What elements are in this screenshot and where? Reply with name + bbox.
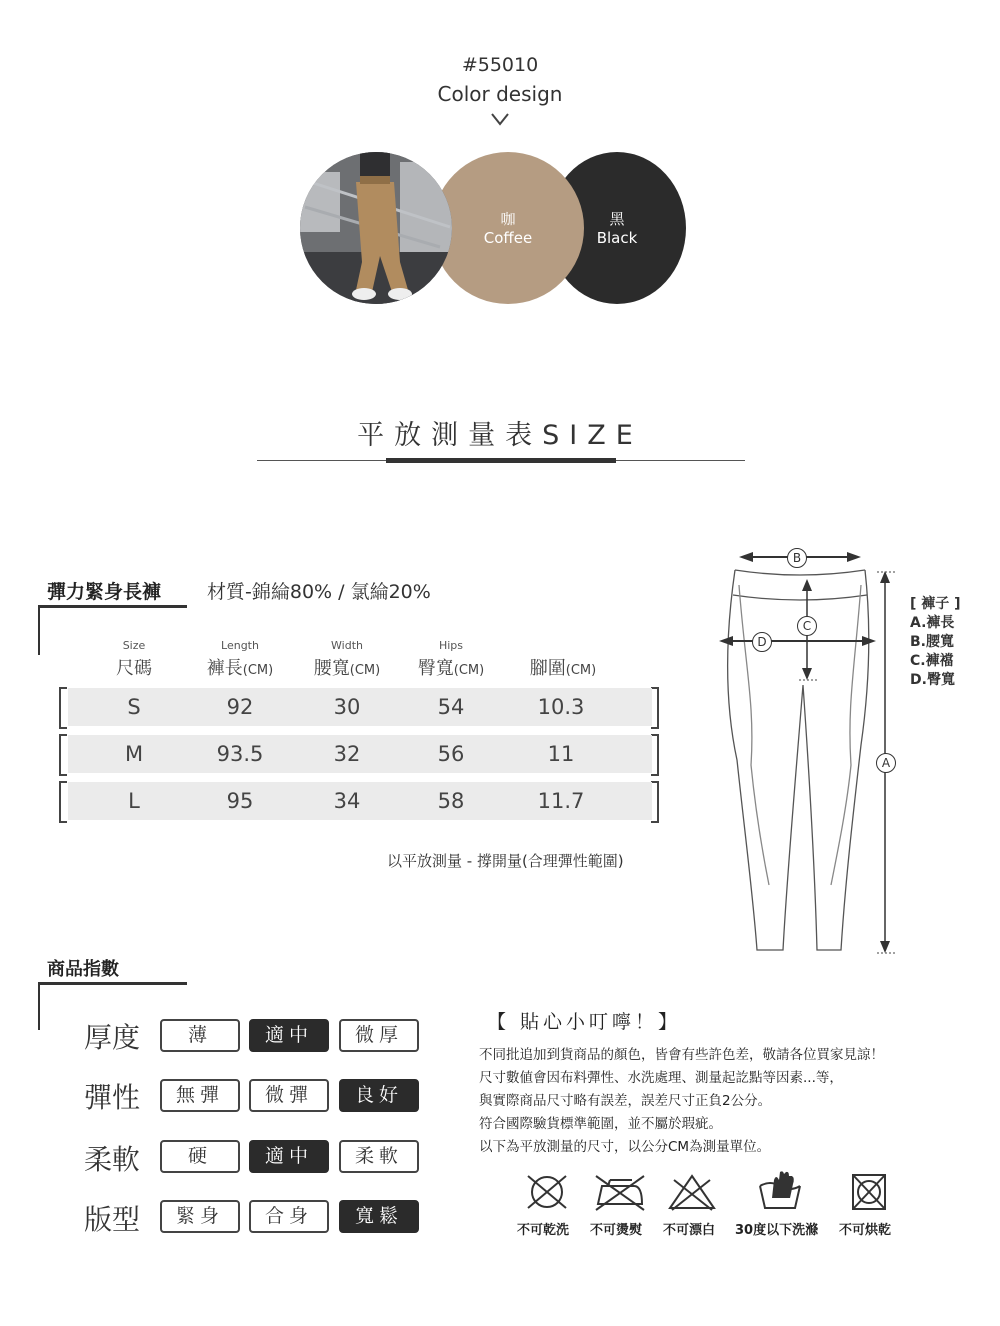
diagram-legend (910, 595, 961, 690)
measurement-note: 以平放測量 - 撐開量(合理彈性範圍) (387, 852, 624, 870)
legend-item: A.褲長 (910, 615, 955, 631)
header-zh-width (292, 654, 402, 680)
index-label-thickness: 厚度 (84, 1021, 141, 1054)
header-zh-length-text: 褲長 (206, 658, 243, 679)
legend-title: [ 褲子 ] (910, 596, 961, 612)
product-name: 彈力緊身長褲 (47, 581, 162, 603)
section-rule (38, 982, 187, 985)
swatch-coffee-en: Coffee (483, 229, 533, 247)
cell-hem: 11.7 (537, 789, 585, 813)
option-soft: 柔軟 (339, 1140, 419, 1173)
legend-item: B.腰寬 (910, 634, 954, 650)
index-label-elasticity: 彈性 (84, 1081, 141, 1114)
table-row (68, 782, 652, 820)
section-rule (38, 605, 187, 608)
option-tight: 緊身 (160, 1200, 240, 1233)
cell-size: S (127, 695, 141, 719)
hand-wash-30-icon (756, 1168, 804, 1212)
legend-item: D.臀寬 (910, 672, 955, 688)
note-line: 不同批追加到貨商品的顏色，皆會有些許色差，敬請各位買家見諒！ (479, 1047, 884, 1063)
row-bracket-left (59, 687, 67, 729)
header-zh-hem-text: 腳圍 (529, 658, 566, 679)
note-line: 尺寸數値會因布料彈性、水洗處理、測量起訖點等因素...等， (479, 1070, 843, 1086)
swatch-black-en: Black (596, 229, 638, 247)
note-line: 以下為平放測量的尺寸，以公分CM為測量單位。 (479, 1139, 771, 1155)
product-material: 材質-錦綸80% / 氯綸20% (207, 581, 431, 603)
header-zh-width-text: 腰寬 (313, 658, 350, 679)
no-iron-icon (592, 1172, 648, 1212)
row-bracket-right (651, 734, 659, 776)
chevron-down-icon (490, 112, 510, 126)
care-label-hand-wash: 30度以下洗滌 (735, 1223, 819, 1238)
header-zh-hem (508, 654, 618, 680)
marker-a: A (876, 753, 896, 773)
cell-length: 95 (226, 789, 254, 813)
section-rule-vertical (38, 605, 40, 655)
row-bracket-right (651, 687, 659, 729)
note-line: 符合國際驗貨標準範圍，並不屬於瑕疵。 (479, 1116, 722, 1132)
row-bracket-right (651, 781, 659, 823)
cell-hips: 58 (437, 789, 465, 813)
legend-item: C.褲襠 (910, 653, 954, 669)
header-unit-length: (CM) (242, 663, 274, 678)
marker-c: C (797, 616, 817, 636)
marker-b: B (787, 548, 807, 568)
header-en-length: Length (221, 639, 259, 652)
option-no-stretch: 無彈 (160, 1079, 240, 1112)
cell-width: 32 (333, 742, 361, 766)
cell-hips: 56 (437, 742, 465, 766)
size-section-title: 平放測量表SIZE (357, 420, 643, 451)
header-zh-length (185, 654, 295, 680)
index-label-softness: 柔軟 (84, 1143, 141, 1176)
index-section-title: 商品指數 (47, 959, 119, 980)
notes-title: 【 貼心小叮嚀！】 (487, 1011, 682, 1033)
cell-hem: 11 (547, 742, 575, 766)
header-en-width: Width (331, 639, 363, 652)
cell-hips: 54 (437, 695, 465, 719)
header-unit-hips: (CM) (453, 663, 485, 678)
swatch-black-zh: 黑 (609, 210, 625, 228)
header-unit-width: (CM) (349, 663, 381, 678)
section-rule-vertical (38, 982, 40, 1030)
option-medium-selected: 適中 (249, 1140, 329, 1173)
header-zh-size (79, 654, 189, 680)
row-bracket-left (59, 781, 67, 823)
swatch-coffee[interactable] (432, 152, 584, 304)
option-regular: 合身 (249, 1200, 329, 1233)
swatch-coffee-zh: 咖 (500, 210, 516, 228)
header-zh-hips (396, 654, 506, 680)
option-slight-stretch: 微彈 (249, 1079, 329, 1112)
no-tumble-dry-icon (850, 1172, 888, 1212)
index-label-fit: 版型 (84, 1203, 141, 1236)
no-dry-clean-icon (524, 1172, 570, 1212)
option-medium-selected: 適中 (249, 1019, 329, 1052)
cell-width: 30 (333, 695, 361, 719)
cell-size: L (128, 789, 140, 813)
product-code: #55010 (461, 54, 539, 76)
cell-length: 92 (226, 695, 254, 719)
header-zh-size-text: 尺碼 (116, 658, 152, 679)
care-label-no-dry-clean: 不可乾洗 (517, 1223, 570, 1238)
header-zh-hips-text: 臀寬 (417, 658, 454, 679)
cell-size: M (124, 742, 144, 766)
table-row (68, 735, 652, 773)
header-unit-hem: (CM) (565, 663, 597, 678)
option-hard: 硬 (160, 1140, 240, 1173)
care-label-no-bleach: 不可漂白 (663, 1223, 716, 1238)
option-good-selected: 良好 (339, 1079, 419, 1112)
row-bracket-left (59, 734, 67, 776)
header-en-size: Size (122, 639, 146, 652)
product-photo (300, 152, 452, 304)
color-design-title: Color design (437, 82, 563, 106)
marker-d: D (752, 632, 772, 652)
care-label-no-tumble-dry: 不可烘乾 (839, 1223, 892, 1238)
care-label-no-iron: 不可燙熨 (590, 1223, 643, 1238)
no-bleach-icon (666, 1172, 718, 1212)
note-line: 與實際商品尺寸略有誤差，誤差尺寸正負2公分。 (479, 1093, 772, 1109)
table-row (68, 688, 652, 726)
option-thin: 薄 (160, 1019, 240, 1052)
title-divider-accent (386, 458, 616, 463)
option-loose-selected: 寬鬆 (339, 1200, 419, 1233)
cell-width: 34 (333, 789, 361, 813)
cell-length: 93.5 (216, 742, 264, 766)
cell-hem: 10.3 (537, 695, 585, 719)
option-slightly-thick: 微厚 (339, 1019, 419, 1052)
header-en-hips: Hips (438, 639, 464, 652)
